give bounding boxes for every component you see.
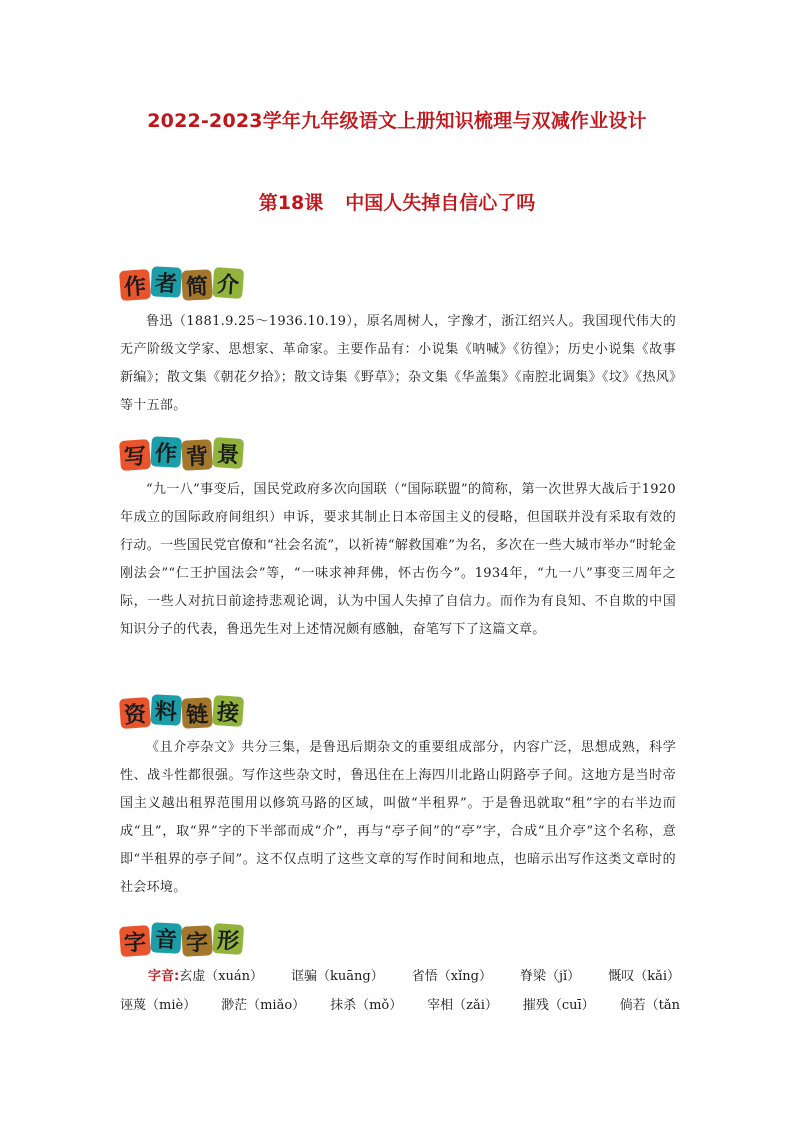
- heading-tile: 接: [212, 695, 244, 727]
- heading-tile: 链: [181, 697, 213, 729]
- heading-tile: 字: [181, 925, 213, 957]
- word-item: 诓骗（kuāng）: [291, 969, 384, 984]
- heading-tile: 料: [150, 694, 182, 726]
- lesson-name: 中国人失掉自信心了吗: [345, 192, 536, 214]
- section-heading-background: [120, 432, 244, 470]
- heading-tile: 写: [119, 439, 151, 471]
- word-item: 省悟（xǐng）: [411, 969, 492, 984]
- heading-tile: 作: [119, 269, 151, 301]
- section-heading-materials: [120, 690, 244, 728]
- word-item: 诬蔑（miè）: [120, 998, 197, 1013]
- section-heading-author: [120, 262, 244, 300]
- word-item: 脊梁（jǐ）: [519, 969, 581, 984]
- word-item: 摧残（cuī）: [522, 998, 595, 1013]
- heading-tile: 者: [150, 266, 182, 298]
- word-item: 渺茫（miǎo）: [221, 998, 306, 1013]
- heading-tile: 介: [212, 267, 244, 299]
- document-title: 2022-2023学年九年级语文上册知识梳理与双减作业设计: [147, 110, 647, 132]
- pronunciation-row: [120, 962, 680, 991]
- heading-tile: 简: [181, 269, 213, 301]
- heading-tile: 字: [119, 925, 151, 957]
- word-item: 倘若（tǎn: [619, 998, 680, 1013]
- heading-tile: 背: [181, 439, 213, 471]
- heading-tile: 音: [150, 922, 182, 954]
- author-paragraph: 鲁迅（1881.9.25～1936.10.19），原名周树人，字豫才，浙江绍兴人。我国现代伟大的无产阶级文学家、思想家、革命家。主要作品有：小说集《呐喊》《彷徨》；历史小说集《故事新编》；散文集《朝花夕拾》；散文诗集《野草》；杂文集《华盖集》《南腔北调集》《坟》《热风》等十五部。: [120, 314, 676, 413]
- materials-paragraph: 《且介亭杂文》共分三集，是鲁迅后期杂文的重要组成部分，内容广泛，思想成熟，科学性、战斗性都很强。写作这些杂文时，鲁迅住在上海四川北路山阴路亭子间。这地方是当时帝国主义越出租界范围用以修筑马路的区域，叫做“半租界”。于是鲁迅就取“租”字的右半边而成“且”，取“界”字的下半部而成“介”，再与“亭子间”的“亭”字，合成“且介亭”这个名称，意即“半租界的亭子间”。这不仅点明了这些文章的写作时间和地点，也暗示出写作这类文章时的社会环境。: [120, 740, 676, 895]
- lesson-number: 第18课: [258, 192, 324, 214]
- word-item: 抹杀（mǒ）: [330, 998, 403, 1013]
- heading-tile: 景: [212, 437, 244, 469]
- heading-tile: 资: [119, 697, 151, 729]
- section-heading-pronunciation: [120, 918, 244, 956]
- lesson-title: [0, 188, 794, 215]
- pronunciation-label: 字音:: [148, 969, 180, 984]
- background-paragraph: “九一八”事变后，国民党政府多次向国联（“国际联盟”的简称，第一次世界大战后于1920年成立的国际政府间组织）申诉，要求其制止日本帝国主义的侵略，但国联并没有采取有效的行动。一些国民党官僚和“社会名流”，以祈祷“解救国难”为名，多次在一些大城市举办“时轮金刚法会”“仁王护国法会”等，“一味求神拜佛，怀古伤今”。1934年，“九一八”事变三周年之际，一些人对抗日前途持悲观论调，认为中国人失掉了自信力。而作为有良知、不自欺的中国知识分子的代表，鲁迅先生对上述情况颇有感触，奋笔写下了这篇文章。: [120, 482, 676, 637]
- word-item: 宰相（zǎi）: [427, 998, 498, 1013]
- pronunciation-row: [120, 991, 680, 1020]
- heading-tile: 形: [212, 923, 244, 955]
- heading-tile: 作: [150, 436, 182, 468]
- pronunciation-list: [120, 962, 680, 1020]
- word-item: 慨叹（kǎi）: [608, 969, 680, 984]
- word-item: 玄虚（xuán）: [179, 969, 264, 984]
